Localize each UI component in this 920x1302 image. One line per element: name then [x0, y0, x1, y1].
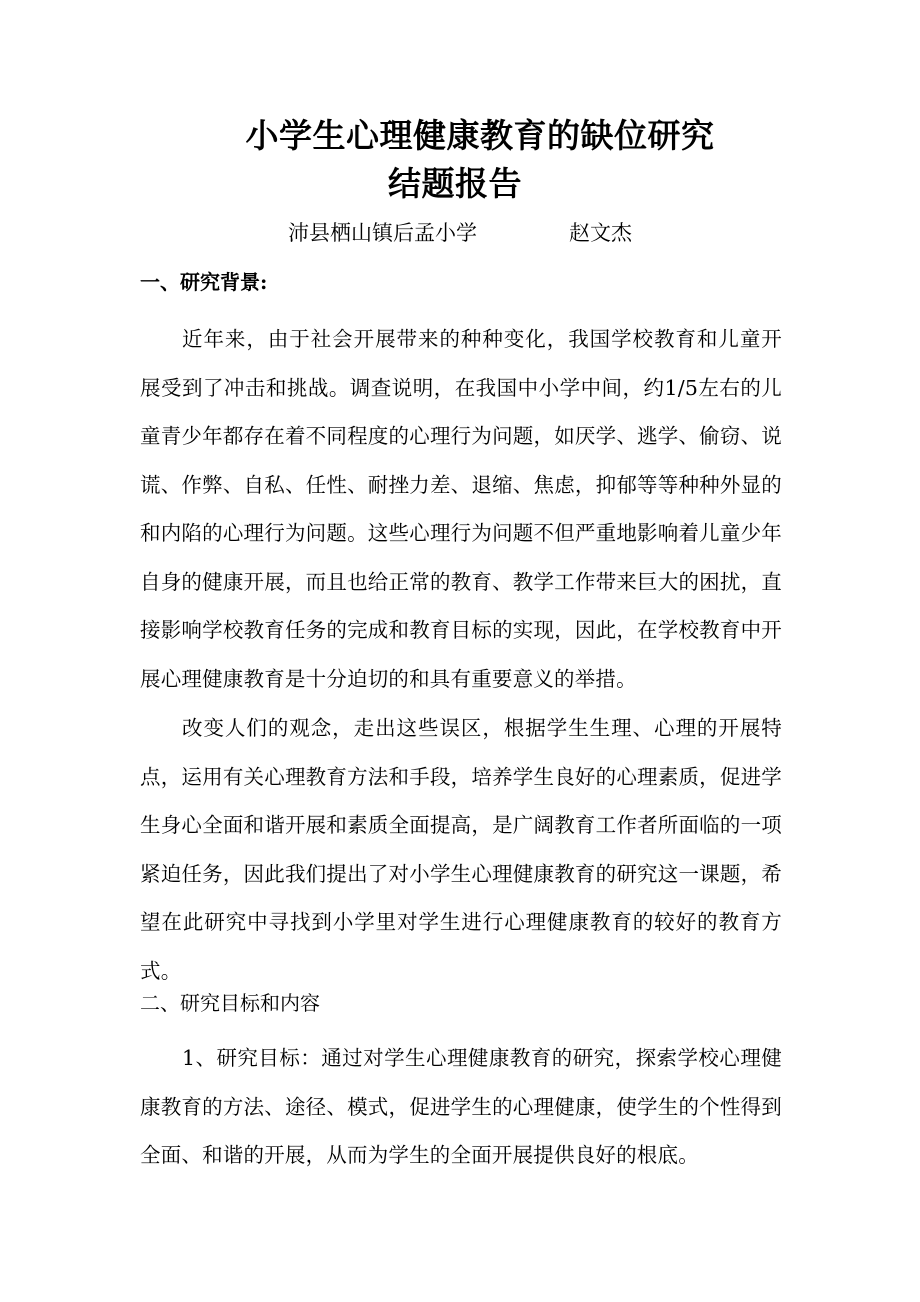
- document-subtitle: 结题报告: [388, 164, 522, 203]
- author-name: 赵文杰: [569, 221, 632, 245]
- section-heading-goals: 二、研究目标和内容: [140, 991, 320, 1015]
- school-name: 沛县栖山镇后孟小学: [288, 221, 477, 245]
- paragraph-background-1: 近年来，由于社会开展带来的种种变化，我国学校教育和儿童开展受到了冲击和挑战。调查说明，在我国中小学中间，约1/5左右的儿童青少年都存在着不同程度的心理行为问题，如厌学、逃学、偷窃、说谎、作弊、自私、任性、耐挫力差、退缩、焦虑，抑郁等等种种外显的和内陷的心理行为问题。这些心理行为问题不但严重地影响着儿童少年自身的健康开展，而且也给正常的教育、教学工作带来巨大的困扰，直接影响学校教育任务的完成和教育目标的实现，因此，在学校教育中开展心理健康教育是十分迫切的和具有重要意义的举措。: [140, 327, 782, 691]
- byline: [0, 218, 920, 248]
- document-title: 小学生心理健康教育的缺位研究: [245, 116, 715, 155]
- paragraph-background-2: 改变人们的观念，走出这些误区，根据学生生理、心理的开展特点，运用有关心理教育方法和手段，培养学生良好的心理素质，促进学生身心全面和谐开展和素质全面提高，是广阔教育工作者所面临的一项紧迫任务，因此我们提出了对小学生心理健康教育的研究这一课题，希望在此研究中寻找到小学里对学生进行心理健康教育的较好的教育方式。: [140, 716, 782, 983]
- paragraph-goals-1: 1、研究目标：通过对学生心理健康教育的研究，探索学校心理健康教育的方法、途径、模式，促进学生的心理健康，使学生的个性得到全面、和谐的开展，从而为学生的全面开展提供良好的根底。: [140, 1046, 782, 1167]
- section-heading-background: 一、研究背景:: [140, 270, 268, 294]
